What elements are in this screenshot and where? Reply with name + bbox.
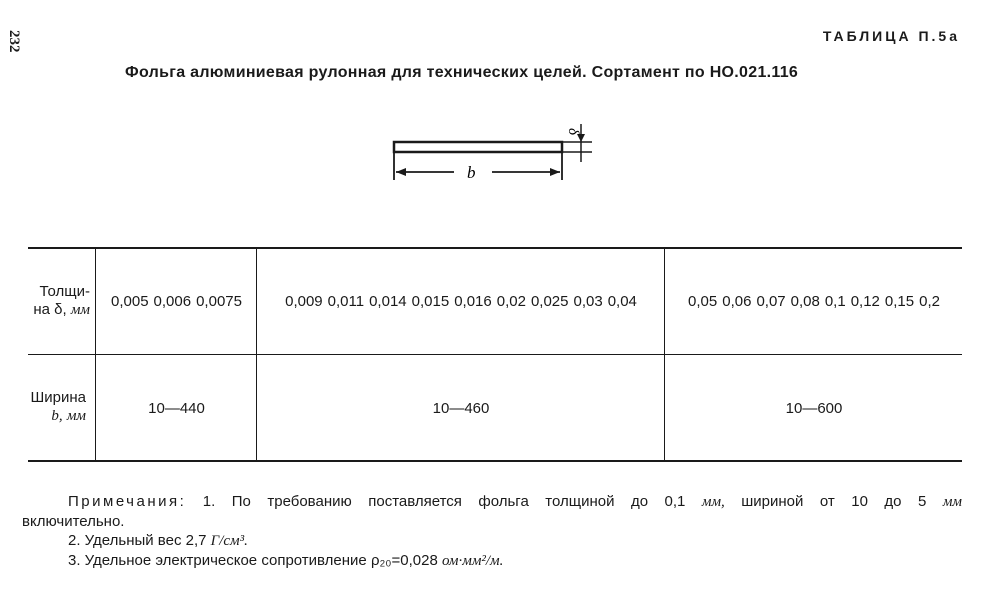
thickness-value: 0,011 — [327, 292, 365, 310]
width-header-unit: мм — [66, 408, 86, 424]
thickness-group-3 — [666, 285, 962, 317]
thickness-value: 0,12 — [850, 292, 880, 310]
foil-cross-section-diagram — [388, 118, 608, 188]
thickness-value: 0,08 — [790, 292, 820, 310]
notes-lead: Примечания: — [68, 493, 187, 510]
thickness-value: 0,006 — [153, 292, 192, 310]
thickness-header-line1: Толщи- — [39, 283, 90, 300]
header-column-divider — [95, 249, 96, 460]
thickness-arrow — [577, 134, 585, 142]
arrow-left — [396, 168, 406, 176]
thickness-value: 0,009 — [285, 292, 323, 310]
note-1-line — [22, 492, 962, 512]
note-3-unit: ом·мм²/м. — [442, 553, 504, 569]
thickness-value: 0,2 — [919, 292, 940, 310]
thickness-symbol: δ — [565, 128, 581, 135]
thickness-value: 0,05 — [688, 292, 718, 310]
arrow-right — [550, 168, 560, 176]
thickness-header-unit: мм — [70, 302, 90, 318]
note-2-unit: Г/см³. — [210, 533, 248, 549]
note-1-text-b: шириной от 10 до 5 — [741, 493, 927, 510]
thickness-value: 0,07 — [756, 292, 786, 310]
thickness-value: 0,025 — [530, 292, 569, 310]
note-3 — [22, 551, 503, 571]
width-row-header — [20, 389, 86, 425]
thickness-value: 0,0075 — [196, 292, 242, 310]
thickness-group-1 — [97, 285, 256, 317]
width-group-2: 10—460 — [432, 399, 490, 417]
thickness-value: 0,005 — [111, 292, 149, 310]
thickness-header-line2: на δ, — [33, 301, 67, 318]
note-1-unit-1: мм, — [701, 494, 725, 510]
note-2 — [22, 531, 248, 551]
width-symbol: b — [467, 163, 476, 182]
thickness-row-header — [20, 283, 90, 319]
group-divider-2 — [664, 249, 665, 460]
thickness-group-2 — [258, 285, 664, 317]
document-title: Фольга алюминиевая рулонная для технических целей. Сортамент по НО.021.116 — [125, 64, 799, 81]
table-top-rule — [28, 247, 962, 249]
note-2-text: 2. Удельный вес 2,7 — [68, 532, 207, 549]
notes-block — [22, 492, 962, 571]
thickness-value: 0,15 — [884, 292, 915, 310]
width-group-3: 10—600 — [785, 399, 843, 417]
note-3-text: 3. Удельное электрическое сопротивление ρ₂₀=0,028 — [68, 552, 438, 569]
thickness-value: 0,015 — [411, 292, 450, 310]
foil-strip — [394, 142, 562, 152]
width-header-line2: b, — [51, 408, 63, 424]
thickness-value: 0,014 — [369, 292, 407, 310]
width-group-1: 10—440 — [148, 399, 205, 417]
thickness-value: 0,016 — [454, 292, 492, 310]
thickness-value: 0,04 — [607, 292, 637, 310]
thickness-value: 0,1 — [824, 292, 846, 310]
table-bottom-rule — [28, 460, 962, 462]
note-1-continuation: включительно. — [22, 513, 125, 530]
thickness-value: 0,03 — [573, 292, 603, 310]
group-divider-1 — [256, 249, 257, 460]
width-header-line1: Ширина — [30, 389, 86, 406]
page-number: 232 — [6, 30, 22, 53]
table-label: ТАБЛИЦА П.5а — [822, 28, 960, 44]
note-1-text-a: 1. По требованию поставляется фольга толщиной до 0,1 — [202, 493, 686, 510]
table-middle-rule — [28, 354, 962, 355]
note-1-unit-2: мм — [942, 494, 962, 510]
thickness-value: 0,02 — [496, 292, 526, 310]
thickness-value: 0,06 — [722, 292, 752, 310]
